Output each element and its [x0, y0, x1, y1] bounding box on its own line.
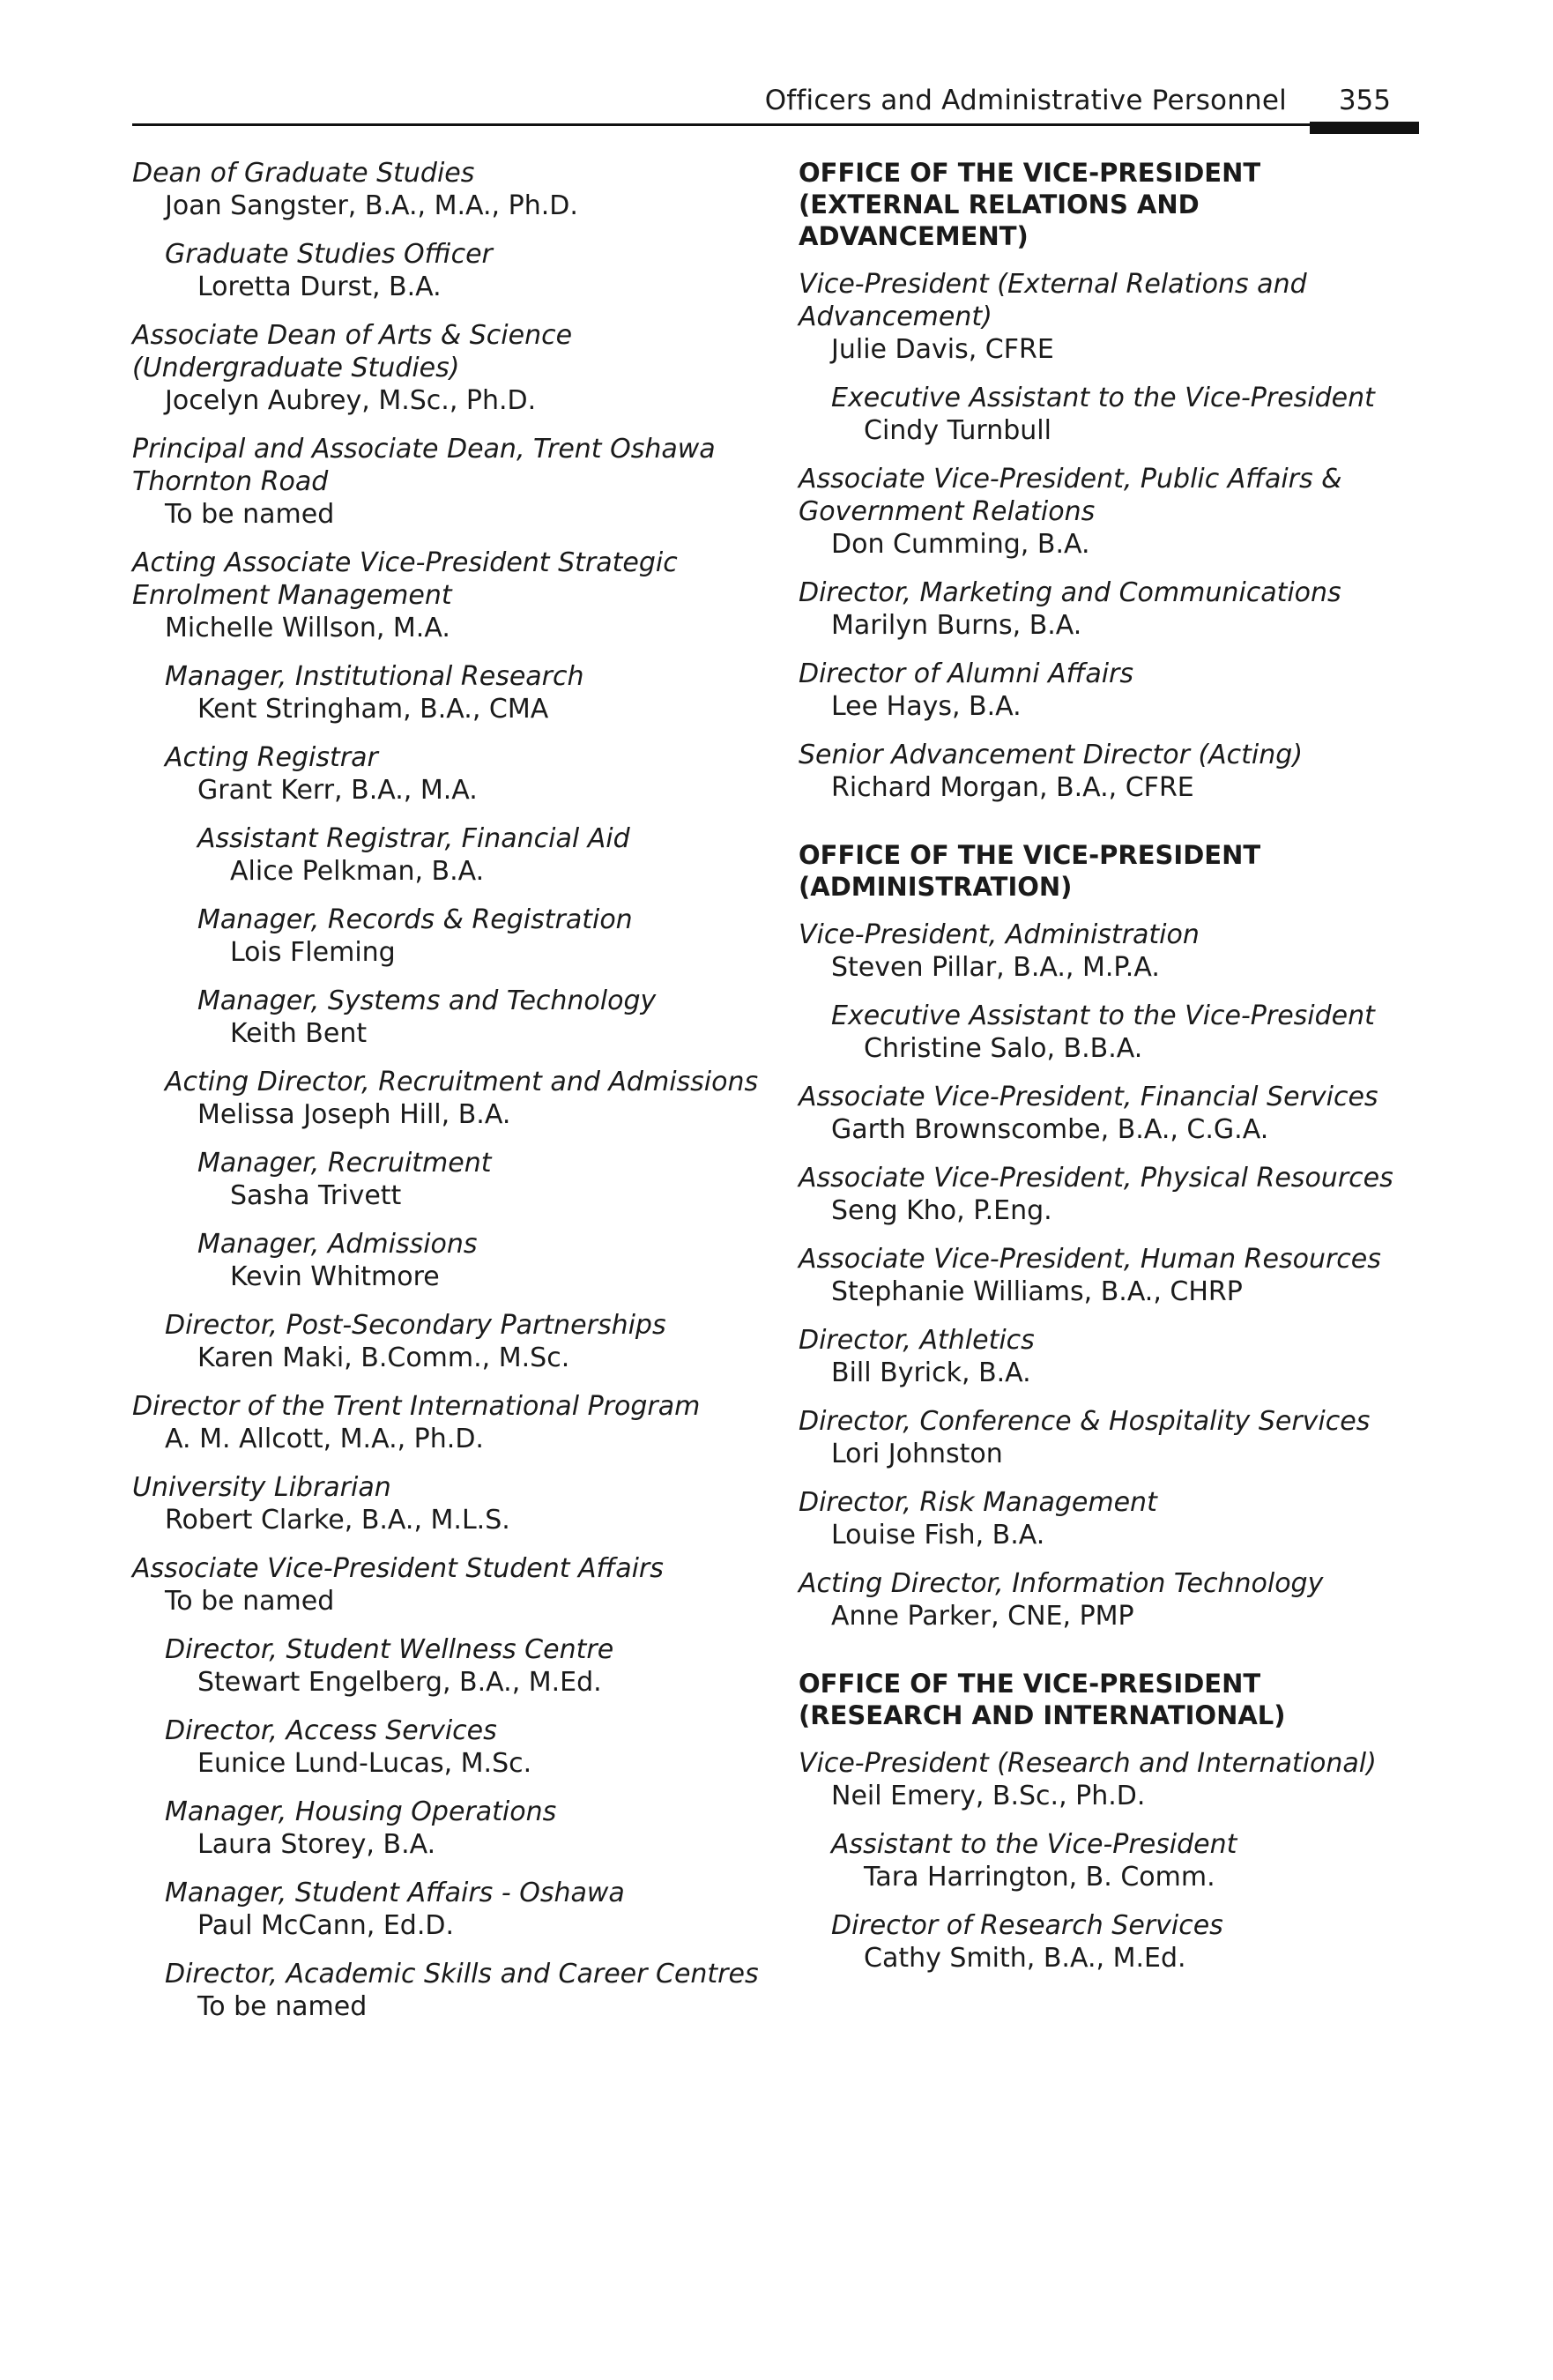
role-title: Manager, Recruitment	[197, 1148, 492, 1179]
directory-entry	[132, 1633, 784, 1699]
directory-entry	[132, 157, 784, 222]
person-name: Tara Harrington, B. Comm.	[864, 1862, 1215, 1893]
directory-entry	[799, 1162, 1433, 1227]
directory-entry	[132, 904, 784, 969]
role-title: Director, Post-Secondary Partnerships	[165, 1310, 666, 1341]
directory-entry	[132, 1309, 784, 1374]
right-column	[799, 157, 1433, 2010]
role-title: Vice-President, Administration	[799, 919, 1200, 950]
person-name: Garth Brownscombe, B.A., C.G.A.	[831, 1114, 1269, 1145]
person-name: Jocelyn Aubrey, M.Sc., Ph.D.	[165, 385, 537, 416]
person-name: Don Cumming, B.A.	[831, 529, 1090, 560]
person-name: Lori Johnston	[831, 1439, 1003, 1469]
role-title: Vice-President (External Relations and Advancement)	[799, 269, 1307, 332]
role-title: Director of the Trent International Program	[132, 1391, 701, 1422]
person-name: Julie Davis, CFRE	[831, 334, 1054, 365]
directory-entry	[799, 1243, 1433, 1308]
office-section	[799, 839, 1433, 1633]
directory-entry	[132, 985, 784, 1050]
person-name: Robert Clarke, B.A., M.L.S.	[165, 1505, 510, 1536]
directory-entry	[132, 1066, 784, 1131]
role-title: Director, Marketing and Communications	[799, 577, 1341, 608]
person-name: To be named	[197, 1991, 368, 2022]
directory-entry	[132, 1877, 784, 1942]
person-name: Joan Sangster, B.A., M.A., Ph.D.	[165, 190, 578, 221]
person-name: Paul McCann, Ed.D.	[197, 1910, 454, 1941]
person-name: Steven Pillar, B.A., M.P.A.	[831, 952, 1160, 983]
person-name: Marilyn Burns, B.A.	[831, 610, 1082, 641]
office-section	[799, 157, 1433, 804]
role-title: University Librarian	[132, 1472, 391, 1503]
directory-entry	[799, 576, 1433, 642]
role-title: Manager, Institutional Research	[165, 661, 584, 692]
directory-entry	[132, 1958, 784, 2023]
directory-entry	[799, 1324, 1433, 1389]
role-title: Assistant Registrar, Financial Aid	[197, 823, 630, 854]
person-name: Eunice Lund-Lucas, M.Sc.	[197, 1748, 532, 1779]
role-title: Associate Vice-President, Human Resources	[799, 1244, 1381, 1275]
role-title: Director of Alumni Affairs	[799, 658, 1133, 689]
role-title: Graduate Studies Officer	[165, 239, 493, 270]
role-title: Associate Vice-President, Financial Services	[799, 1082, 1378, 1112]
person-name: Louise Fish, B.A.	[831, 1520, 1045, 1551]
directory-entry	[132, 822, 784, 888]
role-title: Associate Dean of Arts & Science (Undergraduate Studies)	[132, 320, 573, 383]
directory-entry	[132, 1796, 784, 1861]
role-title: Senior Advancement Director (Acting)	[799, 740, 1304, 770]
person-name: Stewart Engelberg, B.A., M.Ed.	[197, 1667, 602, 1698]
role-title: Vice-President (Research and International)	[799, 1748, 1377, 1779]
directory-entry	[132, 660, 784, 725]
person-name: Seng Kho, P.Eng.	[831, 1195, 1052, 1226]
person-name: Melissa Joseph Hill, B.A.	[197, 1099, 511, 1130]
directory-entry	[799, 1000, 1433, 1065]
directory-entry	[132, 1390, 784, 1455]
directory-entry	[799, 1081, 1433, 1146]
role-title: Acting Registrar	[165, 742, 378, 773]
role-title: Dean of Graduate Studies	[132, 158, 475, 189]
left-column	[132, 157, 784, 2039]
person-name: Cindy Turnbull	[864, 415, 1051, 446]
role-title: Acting Director, Recruitment and Admissions	[165, 1067, 759, 1097]
role-title: Director, Student Wellness Centre	[165, 1634, 614, 1665]
directory-entry	[799, 463, 1433, 561]
person-name: Anne Parker, CNE, PMP	[831, 1601, 1134, 1632]
section-heading: OFFICE OF THE VICE-PRESIDENT (EXTERNAL RELATIONS AND ADVANCEMENT)	[799, 158, 1261, 251]
role-title: Associate Vice-President Student Affairs	[132, 1553, 664, 1584]
directory-entry	[132, 1147, 784, 1212]
person-name: Sasha Trivett	[230, 1180, 402, 1211]
directory-entry	[132, 741, 784, 807]
role-title: Manager, Systems and Technology	[197, 985, 657, 1016]
role-title: Associate Vice-President, Public Affairs & Government Relations	[799, 464, 1342, 527]
role-title: Executive Assistant to the Vice-President	[831, 1000, 1375, 1031]
directory-entry	[799, 1486, 1433, 1551]
person-name: Kent Stringham, B.A., CMA	[197, 694, 549, 725]
role-title: Manager, Records & Registration	[197, 904, 633, 935]
directory-entry	[132, 1552, 784, 1618]
person-name: To be named	[165, 499, 335, 530]
person-name: Richard Morgan, B.A., CFRE	[831, 772, 1194, 803]
person-name: Karen Maki, B.Comm., M.Sc.	[197, 1342, 570, 1373]
directory-entry	[132, 547, 784, 644]
page-header	[132, 81, 1419, 126]
directory-entry	[132, 1714, 784, 1780]
header-tab-bar	[1310, 122, 1419, 134]
person-name: Laura Storey, B.A.	[197, 1829, 436, 1860]
directory-entry	[799, 739, 1433, 804]
person-name: Christine Salo, B.B.A.	[864, 1033, 1143, 1064]
person-name: A. M. Allcott, M.A., Ph.D.	[165, 1424, 484, 1454]
section-heading: OFFICE OF THE VICE-PRESIDENT (RESEARCH AND INTERNATIONAL)	[799, 1669, 1286, 1730]
directory-entry	[799, 382, 1433, 447]
person-name: Grant Kerr, B.A., M.A.	[197, 775, 478, 806]
directory-entry	[799, 268, 1433, 366]
role-title: Manager, Housing Operations	[165, 1796, 557, 1827]
directory-entry	[132, 238, 784, 303]
office-section	[799, 1668, 1433, 1975]
person-name: Loretta Durst, B.A.	[197, 271, 442, 302]
directory-entry	[799, 1747, 1433, 1812]
person-name: Cathy Smith, B.A., M.Ed.	[864, 1943, 1186, 1974]
role-title: Principal and Associate Dean, Trent Oshawa Thornton Road	[132, 434, 716, 497]
directory-entry	[799, 1567, 1433, 1633]
directory-entry	[132, 433, 784, 531]
person-name: Lee Hays, B.A.	[831, 691, 1022, 722]
person-name: Neil Emery, B.Sc., Ph.D.	[831, 1781, 1146, 1811]
section-heading: OFFICE OF THE VICE-PRESIDENT (ADMINISTRATION)	[799, 840, 1261, 902]
directory-entry	[799, 1828, 1433, 1893]
role-title: Director, Academic Skills and Career Centres	[165, 1959, 759, 1990]
role-title: Director, Athletics	[799, 1325, 1035, 1356]
person-name: Stephanie Williams, B.A., CHRP	[831, 1276, 1243, 1307]
role-title: Acting Associate Vice-President Strategic Enrolment Management	[132, 547, 678, 611]
person-name: Bill Byrick, B.A.	[831, 1357, 1031, 1388]
role-title: Director, Access Services	[165, 1715, 497, 1746]
person-name: Keith Bent	[230, 1018, 368, 1049]
role-title: Director, Risk Management	[799, 1487, 1157, 1518]
role-title: Associate Vice-President, Physical Resources	[799, 1163, 1393, 1194]
role-title: Manager, Admissions	[197, 1229, 478, 1260]
person-name: Alice Pelkman, B.A.	[230, 856, 485, 887]
person-name: Michelle Willson, M.A.	[165, 613, 450, 643]
directory-entry	[132, 1228, 784, 1293]
person-name: Lois Fleming	[230, 937, 396, 968]
directory-entry	[799, 1405, 1433, 1470]
directory-entry	[799, 1909, 1433, 1975]
role-title: Director, Conference & Hospitality Services	[799, 1406, 1371, 1437]
directory-entry	[132, 1471, 784, 1536]
page-number: 355	[1338, 85, 1391, 116]
role-title: Manager, Student Affairs - Oshawa	[165, 1878, 625, 1908]
role-title: Director of Research Services	[831, 1910, 1223, 1941]
role-title: Executive Assistant to the Vice-President	[831, 383, 1375, 413]
directory-entry	[799, 919, 1433, 984]
directory-entry	[132, 319, 784, 417]
person-name: To be named	[165, 1586, 335, 1617]
directory-entry	[799, 658, 1433, 723]
person-name: Kevin Whitmore	[230, 1261, 440, 1292]
role-title: Acting Director, Information Technology	[799, 1568, 1324, 1599]
running-title: Officers and Administrative Personnel	[764, 85, 1287, 116]
role-title: Assistant to the Vice-President	[831, 1829, 1237, 1860]
